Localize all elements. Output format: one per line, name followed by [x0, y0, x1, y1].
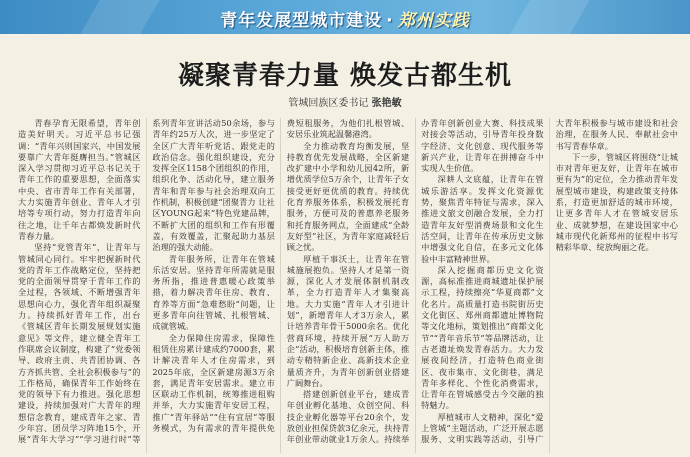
- paragraph: 下一步，管城区将围绕“让城市对青年更友好，让青年在城市更有为”的定位，全力推动青年发展型城市建设，构建政策支持体系，打造更加舒适的城市环境，让更多青年人才在管城安居乐业、成就梦想，在建设国家中心城市现代化新郑州的征程中书写精彩华章、绽放绚丽之花。: [555, 151, 678, 253]
- paragraph: 全力推动教育均衡发展，坚持教育优先发展战略，全区新建改扩建中小学和幼儿园42所，新增优质学位5万余个，让青年子女接受更好更优质的教育。持续优化育养服务体系，积极发展托育服务，方便可及的普惠养老服务和托育服务网点，全面建成“全龄友好型”社区，为青年家庭减轻后顾之忧。: [286, 140, 410, 253]
- byline: [0, 94, 690, 109]
- paragraph: 厚植城市人文精神，深化“爱上管城”主题活动，广泛开展志愿服务、文明实践等活动，引导广大青年积极参与城市建设和社会治理，在服务人民、奉献社会中书写青春华章。: [421, 118, 678, 445]
- banner-title-main: 青年发展型城市建设: [220, 11, 383, 31]
- paragraph: 搭建创新创业平台，建成青年创业孵化基地、众创空间、科技企业孵化器等平台20余个，发放创业担保贷款3亿余元，扶持青年创业带动就业1万余人。持续举办青年创新创业大赛、科技成果对接会等活动，引导青年投身数字经济、文化创意、现代服务等新兴产业，让青年在拼搏奋斗中实现人生价值。: [286, 118, 544, 445]
- paragraph: 青年服务所，让青年在管城乐活安居。坚持青年所需就是服务所指，推进普惠暖心政策举措，着力解决青年住房、教育、育养等方面“急难愁盼”问题，让更多青年向往管城、扎根管城、成就管城。: [152, 253, 275, 332]
- banner: [0, 0, 690, 34]
- paragraph: 厚植干事沃土，让青年在管城施展抱负。坚持人才是第一资源，深化人才发展体制机制改革，全力打造青年人才集聚高地。大力实施“青年人才引进计划”，新增青年人才3万余人，累计培养青年骨干5000余名。优化营商环境，持续开展“万人助万企”活动，积极培育创新主体，推动专精特新企业、高新技术企业量质齐升，为青年创新创业搭建广阔舞台。: [286, 253, 410, 388]
- paragraph: 青春孕育无限希望，青年创造美好明天。习近平总书记强调：“青年兴则国家兴，中国发展要靠广大青年挺膺担当。”管城区深入学习贯彻习近平总书记关于青年工作的重要思想，全面落实中央、省市青年工作有关部署，大力实施青年创业、青年人才引培等专项行动，努力打造青年向往之地，让千年古都焕发新时代青春力量。: [18, 118, 141, 241]
- byline-org: 管城回族区委书记: [288, 98, 369, 109]
- article-body: [18, 118, 678, 453]
- banner-title: [0, 6, 690, 31]
- byline-author: 张艳敏: [371, 98, 402, 109]
- paragraph: 全力保障住房需求，保障性租赁住房累计建成约7000套，累计解决青年人才住房需求，到2025年底，全区新建房源3万余套，满足青年安居需求。建立市区联动工作机制，统筹推进租购并举，大力实施青年安居工程，推广“青年驿站”“住有宜居”等服务模式，为有需求的青年提供免费短租服务，为他们扎根管城、安居乐业筑起温馨港湾。: [152, 118, 410, 434]
- paragraph: 深入挖掘商都历史文化资源，高标准推进商城遗址保护展示工程，持续擦亮“华夏商都”文化名片。高质量打造书院街历史文化街区、郑州商都遗址博物院等文化地标，策划推出“商都文化节”“青年音乐节”等品牌活动，让古老遗址焕发青春活力。大力发展夜间经济，打造特色商业街区、夜市集市、文化街巷，满足青年多样化、个性化消费需求，让青年在管城感受古今交融的独特魅力。: [421, 264, 544, 411]
- paragraph: 深耕人文底蕴，让青年在管城乐游活享。发挥文化资源优势，聚焦青年特征与需求，深入推进文旅文创融合发展，全力打造青年友好型消费场景和文化生活空间，让青年在传承历史文脉中增强文化自信，在多元文化体验中丰富精神世界。: [421, 174, 544, 264]
- paragraph: 坚持“党管青年”，让青年与管城同心同行。牢牢把握新时代党的青年工作战略定位，坚持把党的全面领导贯穿于青年工作的全过程，各领域、不断增强青年思想向心力，强化青年组织凝聚力。持续抓好青年工作，出台《管城区青年长期发展规划实施意见》等文件，建立健全青年工作联席会议制度，构建了“党委领导、政府主责、共青团协调、各方齐抓共管、全社会积极参与”的工作格局，确保青年工作始终在党的领导下有力推进。强化思想建设，持续加强对广大青年的理想信念教育，建成青年之家、青少年宫、团员学习阵地15个，开展“青年大学习”“学习进行时”等系列青年宣讲活动50余场，参与青年约25万人次，进一步坚定了全区广大青年听党话、跟党走的政治信念。强化组织建设，充分发挥全区1158个团组织的作用，组织化争、活动化导，建立服务青年和青年参与社会治理双向工作机制，积极创建“团聚青力 让社区YOUNG起来”特色党建品牌，不断扩大团的组织和工作有形覆盖，有效覆盖，汇聚起助力基层治理的强大动能。: [18, 118, 275, 445]
- headline: 凝聚青春力量 焕发古都生机: [177, 61, 513, 91]
- banner-series: 郑州实践: [397, 11, 470, 31]
- banner-separator: ·: [386, 11, 394, 31]
